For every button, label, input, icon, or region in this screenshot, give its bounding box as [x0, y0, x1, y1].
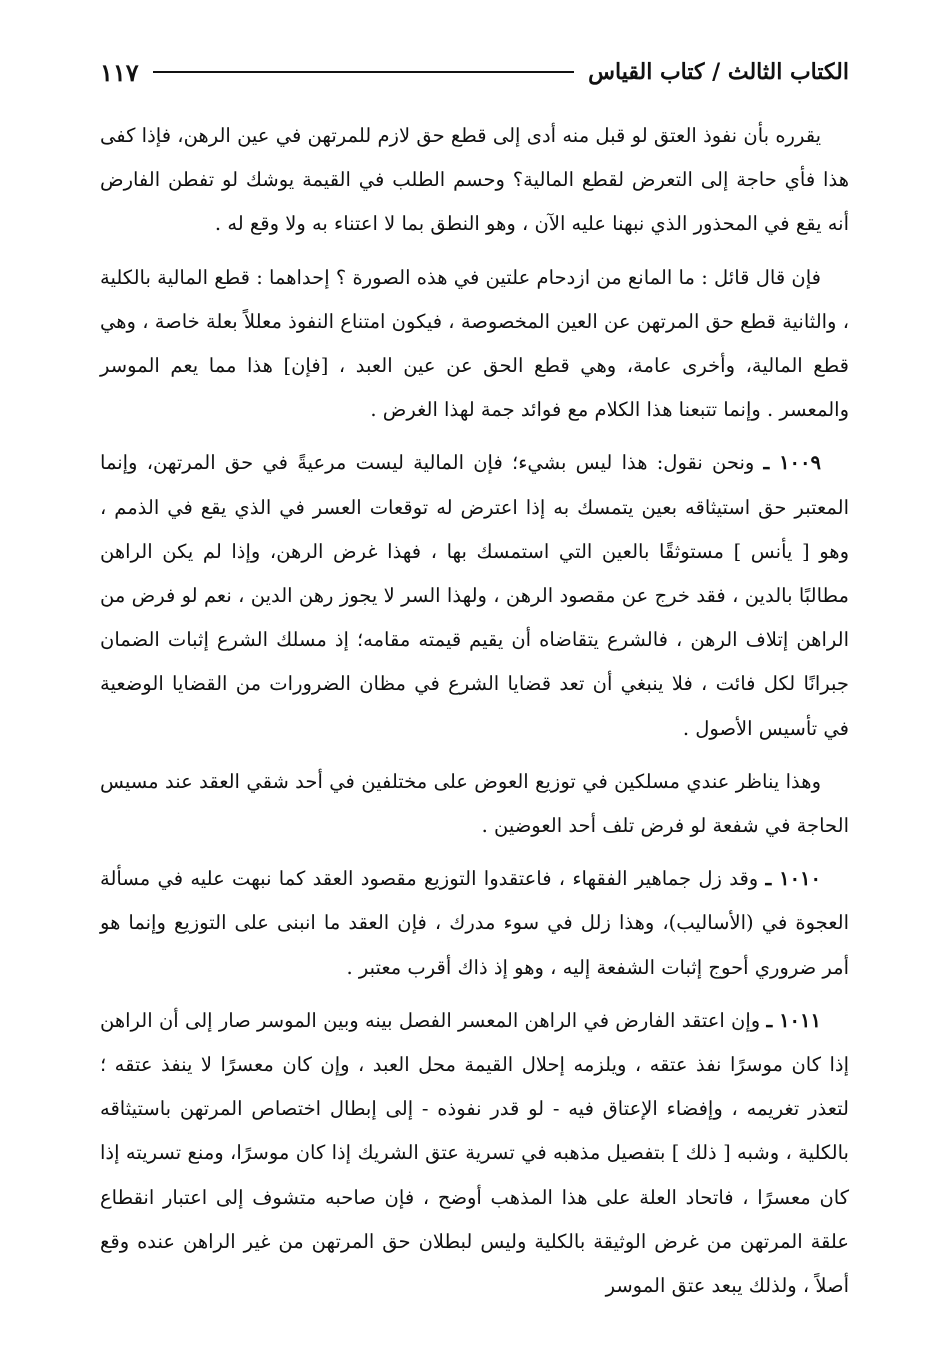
- header-rule: [153, 71, 575, 73]
- paragraph-1009: [100, 441, 849, 750]
- paragraph-4: [100, 760, 849, 848]
- page-number: ١١٧: [100, 57, 139, 87]
- paragraph-text: وهذا يناظر عندي مسلكين في توزيع العوض على مختلفين في أحد شقي العقد عند مسيس الحاجة في شفعة لو فرض تلف أحد العوضين .: [100, 769, 849, 838]
- running-header: [100, 52, 849, 92]
- paragraph-text: وقد زل جماهير الفقهاء ، فاعتقدوا التوزيع مقصود العقد كما نبهت عليه في مسألة العجوة في (الأساليب)، وهذا زلل في سوء مدرك ، فإن العقد ما انبنى على التوزيع وإنما هو أمر ضروري أحوج إثبات الشفعة إليه ، وهو إذ ذاك أقرب معتبر .: [100, 867, 849, 979]
- paragraph-number: ١٠٠٩ ـ: [763, 451, 821, 475]
- paragraph-1010: [100, 857, 849, 990]
- paragraph-1: [100, 114, 849, 247]
- paragraph-text: ونحن نقول: هذا ليس بشيء؛ فإن المالية ليست مرعيةً في حق المرتهن، وإنما المعتبر حق استيثاقه بعين يتمسك به إذا اعترض له توقعات العسر في الذي يقع في الذمم ، وهو [ يأنس ] مستوثقًا بالعين التي استمسك بها ، فهذا غرض الرهن، وإذا لم يكن الراهن مطالبًا بالدين ، فقد خرج عن مقصود الرهن ، ولهذا السر لا يجوز رهن الدين ، نعم لو فرض من الراهن إتلاف الرهن ، فالشرع يتقاضاه أن يقيم قيمته مقامه؛ إذ مسلك الشرع إثبات الضمان جبرانًا لكل فائت ، فلا ينبغي أن تعد قضايا الشرع في مظان الضرورات من القضايا الوضعية في تأسيس الأصول .: [100, 451, 849, 740]
- paragraph-2: [100, 256, 849, 433]
- paragraph-1011: [100, 999, 849, 1308]
- paragraph-number: ١٠١٠ ـ: [765, 867, 821, 891]
- paragraph-text: فإن قال قائل : ما المانع من ازدحام علتين في هذه الصورة ؟ إحداهما : قطع المالية بالكلية ، والثانية قطع حق المرتهن عن العين المخصوصة ، فيكون امتناع النفوذ معللاً بعلة خاصة ، وهي قطع المالية، وأخرى عامة، وهي قطع الحق عن عين العبد ، [فإن] هذا مما يعم الموسر والمعسر . وإنما تتبعنا هذا الكلام مع فوائد جمة لهذا الغرض .: [100, 265, 849, 422]
- paragraph-text: يقرره بأن نفوذ العتق لو قبل منه أدى إلى قطع حق لازم للمرتهن في عين الرهن، فإذا كفى هذا فأي حاجة إلى التعرض لقطع المالية؟ وحسم الطلب في القيمة يوشك لو تفطن الفارض أنه يقع في المحذور الذي نبهنا عليه الآن ، وهو النطق بما لا اعتناء به ولا وقع له .: [100, 124, 849, 236]
- page-body: [100, 114, 849, 1308]
- running-header-title: الكتاب الثالث / كتاب القياس: [588, 59, 849, 85]
- paragraph-number: ١٠١١ ـ: [766, 1008, 821, 1032]
- paragraph-text: وإن اعتقد الفارض في الراهن المعسر الفصل بينه وبين الموسر صار إلى أن الراهن إذا كان موسرًا نفذ عتقه ، ويلزمه إحلال القيمة محل العبد ، وإن كان معسرًا لا ينفذ عتقه ؛ لتعذر تغريمه ، وإفضاء الإعتاق فيه - لو قدر نفوذه - إلى إبطال اختصاص المرتهن باستيثاقه بالكلية ، وشبه [ ذلك ] بتفصيل مذهبه في تسرية عتق الشريك إذا كان موسرًا، ومنع تسريته إذا كان معسرًا ، فاتحاد العلة على هذا المذهب أوضح ، فإن صاحبه متشوف إلى اعتبار انقطاع علقة المرتهن من غرض الوثيقة بالكلية وليس لبطلان حق المرتهن من غير الراهن عنده وقع أصلاً ، ولذلك يبعد عتق الموسر: [100, 1008, 849, 1298]
